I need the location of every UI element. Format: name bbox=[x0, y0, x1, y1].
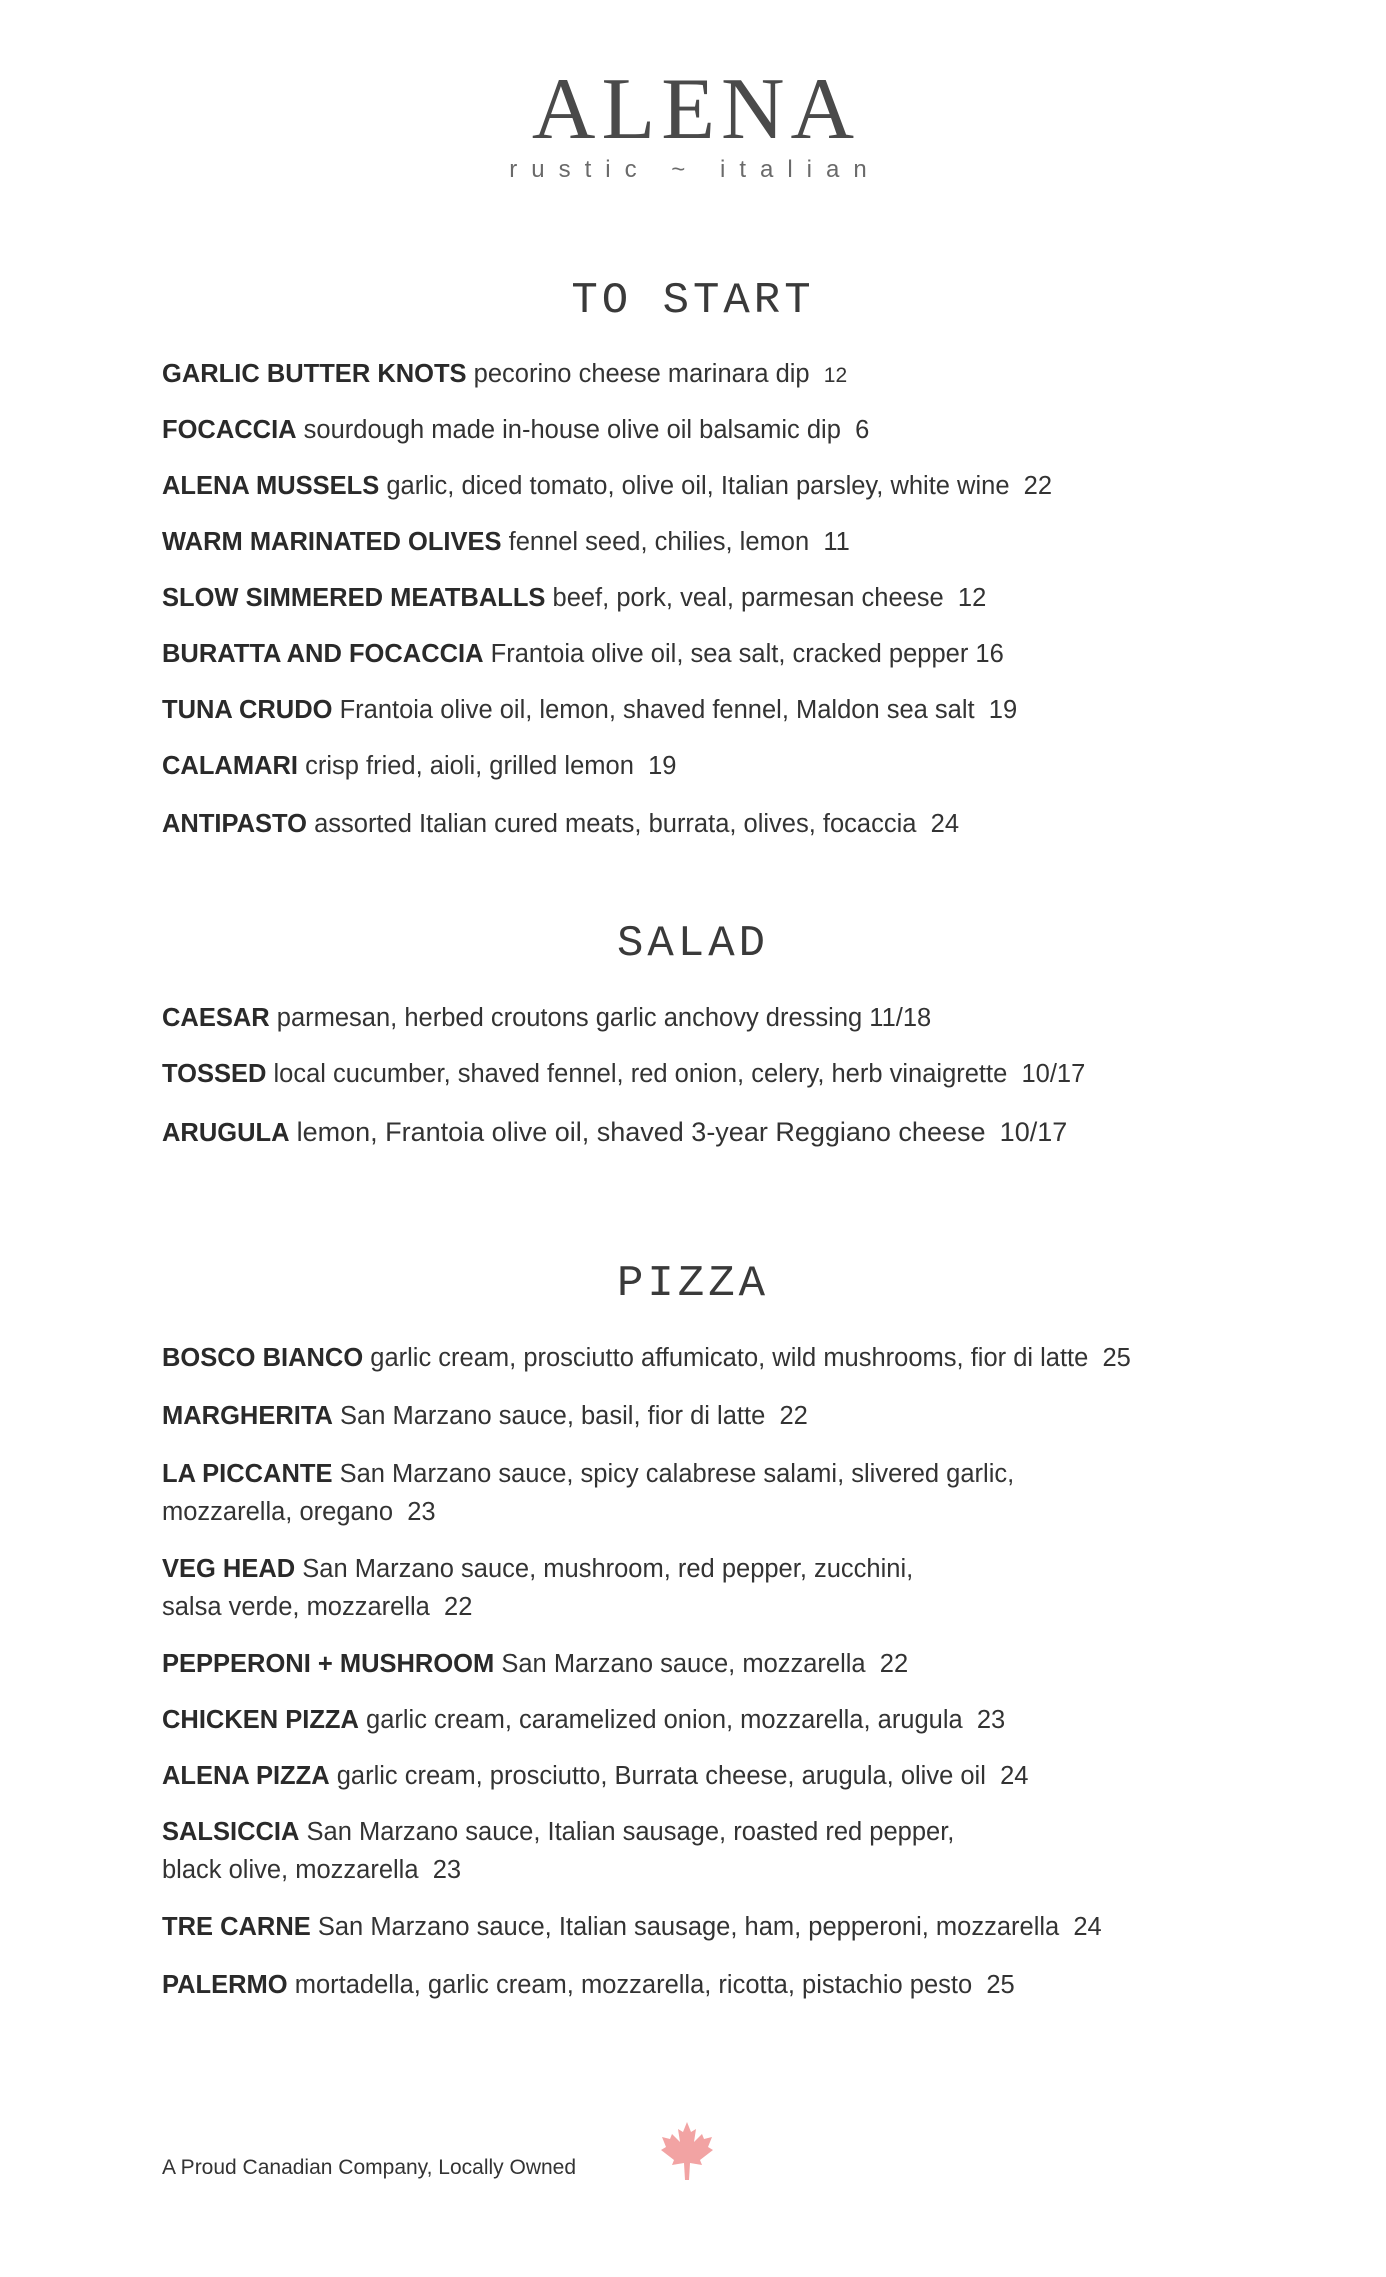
item-price: 6 bbox=[855, 416, 870, 444]
item-name: TOSSED bbox=[162, 1060, 267, 1088]
menu-item bbox=[162, 1701, 1262, 1757]
item-name: SALSICCIA bbox=[162, 1818, 300, 1846]
item-description: San Marzano sauce, basil, fior di latte bbox=[340, 1402, 766, 1430]
item-name: VEG HEAD bbox=[162, 1555, 296, 1583]
menu-item bbox=[162, 1966, 1262, 2022]
pizza-list bbox=[162, 1339, 1262, 2022]
menu-item bbox=[162, 467, 1262, 523]
item-description: garlic cream, caramelized onion, mozzarella, arugula bbox=[366, 1706, 963, 1734]
item-price: 24 bbox=[1000, 1762, 1029, 1790]
section-title-salad: SALAD bbox=[616, 919, 770, 969]
item-price: 24 bbox=[1073, 1913, 1102, 1941]
menu-item bbox=[162, 1757, 1262, 1813]
item-price: 24 bbox=[930, 810, 960, 838]
menu-item bbox=[162, 635, 1262, 691]
section-title-pizza: PIZZA bbox=[616, 1259, 770, 1309]
item-price: 11/18 bbox=[869, 1004, 932, 1032]
brand-header bbox=[0, 61, 1386, 184]
item-description-cont: salsa verde, mozzarella bbox=[162, 1593, 430, 1621]
menu-item bbox=[162, 523, 1262, 579]
item-description-cont: mozzarella, oregano bbox=[162, 1498, 394, 1526]
menu-item bbox=[162, 579, 1262, 635]
item-description: garlic cream, prosciutto, Burrata cheese, arugula, olive oil bbox=[336, 1762, 986, 1790]
item-price: 25 bbox=[986, 1971, 1015, 1999]
item-description: San Marzano sauce, spicy calabrese salami, slivered garlic, bbox=[339, 1460, 1015, 1488]
to-start-list bbox=[162, 355, 1262, 861]
menu-item bbox=[162, 1550, 1262, 1645]
item-description: San Marzano sauce, Italian sausage, ham, pepperoni, mozzarella bbox=[317, 1913, 1060, 1941]
brand-name: ALENA bbox=[531, 61, 861, 158]
item-name: SLOW SIMMERED MEATBALLS bbox=[162, 584, 546, 612]
item-name: BURATTA AND FOCACCIA bbox=[162, 640, 484, 668]
item-description: mortadella, garlic cream, mozzarella, ricotta, pistachio pesto bbox=[294, 1971, 973, 1999]
section-title-to-start: TO START bbox=[571, 276, 815, 326]
item-description: assorted Italian cured meats, burrata, olives, focaccia bbox=[314, 810, 917, 838]
item-price: 10/17 bbox=[1021, 1060, 1086, 1088]
item-price: 23 bbox=[432, 1856, 462, 1884]
item-name: ANTIPASTO bbox=[162, 810, 307, 838]
item-name: LA PICCANTE bbox=[162, 1460, 333, 1488]
menu-item bbox=[162, 1908, 1262, 1966]
item-price: 22 bbox=[1023, 472, 1053, 500]
item-description: fennel seed, chilies, lemon bbox=[508, 528, 810, 556]
item-description: pecorino cheese marinara dip bbox=[473, 360, 810, 388]
menu-item bbox=[162, 805, 1262, 861]
menu-item bbox=[162, 411, 1262, 467]
item-price: 10/17 bbox=[999, 1117, 1068, 1147]
item-price: 22 bbox=[444, 1593, 473, 1621]
item-price: 11 bbox=[823, 528, 850, 556]
menu-item bbox=[162, 1055, 1262, 1113]
item-price: 25 bbox=[1102, 1344, 1131, 1372]
item-description: Frantoia olive oil, sea salt, cracked pepper bbox=[490, 640, 969, 668]
menu-item bbox=[162, 355, 1262, 411]
item-description: garlic, diced tomato, olive oil, Italian parsley, white wine bbox=[386, 472, 1010, 500]
item-description: parmesan, herbed croutons garlic anchovy dressing bbox=[276, 1004, 863, 1032]
item-name: PALERMO bbox=[162, 1971, 288, 1999]
item-description: San Marzano sauce, mozzarella bbox=[501, 1650, 866, 1678]
item-description: San Marzano sauce, Italian sausage, roasted red pepper, bbox=[306, 1818, 955, 1846]
item-name: BOSCO BIANCO bbox=[162, 1344, 364, 1372]
item-price: 22 bbox=[779, 1402, 808, 1430]
item-price: 23 bbox=[976, 1706, 1006, 1734]
item-name: ALENA PIZZA bbox=[162, 1762, 330, 1790]
item-price: 12 bbox=[957, 584, 987, 612]
menu-item bbox=[162, 747, 1262, 805]
item-name: WARM MARINATED OLIVES bbox=[162, 528, 502, 556]
menu-item bbox=[162, 1397, 1262, 1455]
item-name: CAESAR bbox=[162, 1004, 270, 1032]
menu-item bbox=[162, 1455, 1262, 1550]
maple-leaf-icon bbox=[660, 2120, 714, 2182]
brand-tagline: rustic ~ italian bbox=[509, 156, 881, 183]
item-name: TUNA CRUDO bbox=[162, 696, 333, 724]
item-description: garlic cream, prosciutto affumicato, wild mushrooms, fior di latte bbox=[370, 1344, 1089, 1372]
item-name: GARLIC BUTTER KNOTS bbox=[162, 360, 467, 388]
item-price: 23 bbox=[407, 1498, 436, 1526]
item-name: CALAMARI bbox=[162, 752, 298, 780]
menu-item bbox=[162, 1813, 1262, 1908]
item-description: local cucumber, shaved fennel, red onion, celery, herb vinaigrette bbox=[273, 1060, 1008, 1088]
salad-list bbox=[162, 999, 1262, 1169]
item-description: Frantoia olive oil, lemon, shaved fennel, Maldon sea salt bbox=[339, 696, 975, 724]
item-price: 16 bbox=[975, 640, 1004, 668]
item-name: MARGHERITA bbox=[162, 1402, 333, 1430]
footer-tagline: A Proud Canadian Company, Locally Owned bbox=[162, 2156, 577, 2179]
item-description: beef, pork, veal, parmesan cheese bbox=[552, 584, 944, 612]
item-name: TRE CARNE bbox=[162, 1913, 311, 1941]
item-price: 19 bbox=[988, 696, 1018, 724]
item-price: 12 bbox=[823, 364, 848, 387]
menu-item bbox=[162, 1113, 1262, 1169]
item-description: sourdough made in-house olive oil balsamic dip bbox=[303, 416, 841, 444]
menu-item bbox=[162, 691, 1262, 747]
item-name: ALENA MUSSELS bbox=[162, 472, 380, 500]
item-price: 19 bbox=[648, 752, 677, 780]
item-description: crisp fried, aioli, grilled lemon bbox=[305, 752, 634, 780]
item-name: CHICKEN PIZZA bbox=[162, 1706, 359, 1734]
menu-item bbox=[162, 1645, 1262, 1701]
item-description: San Marzano sauce, mushroom, red pepper, zucchini, bbox=[302, 1555, 914, 1583]
item-description: lemon, Frantoia olive oil, shaved 3-year Reggiano cheese bbox=[296, 1117, 986, 1147]
item-name: PEPPERONI + MUSHROOM bbox=[162, 1650, 495, 1678]
item-description-cont: black olive, mozzarella bbox=[162, 1856, 419, 1884]
item-name: ARUGULA bbox=[162, 1119, 290, 1147]
menu-item bbox=[162, 1339, 1262, 1397]
item-price: 22 bbox=[879, 1650, 909, 1678]
item-name: FOCACCIA bbox=[162, 416, 297, 444]
menu-item bbox=[162, 999, 1262, 1055]
